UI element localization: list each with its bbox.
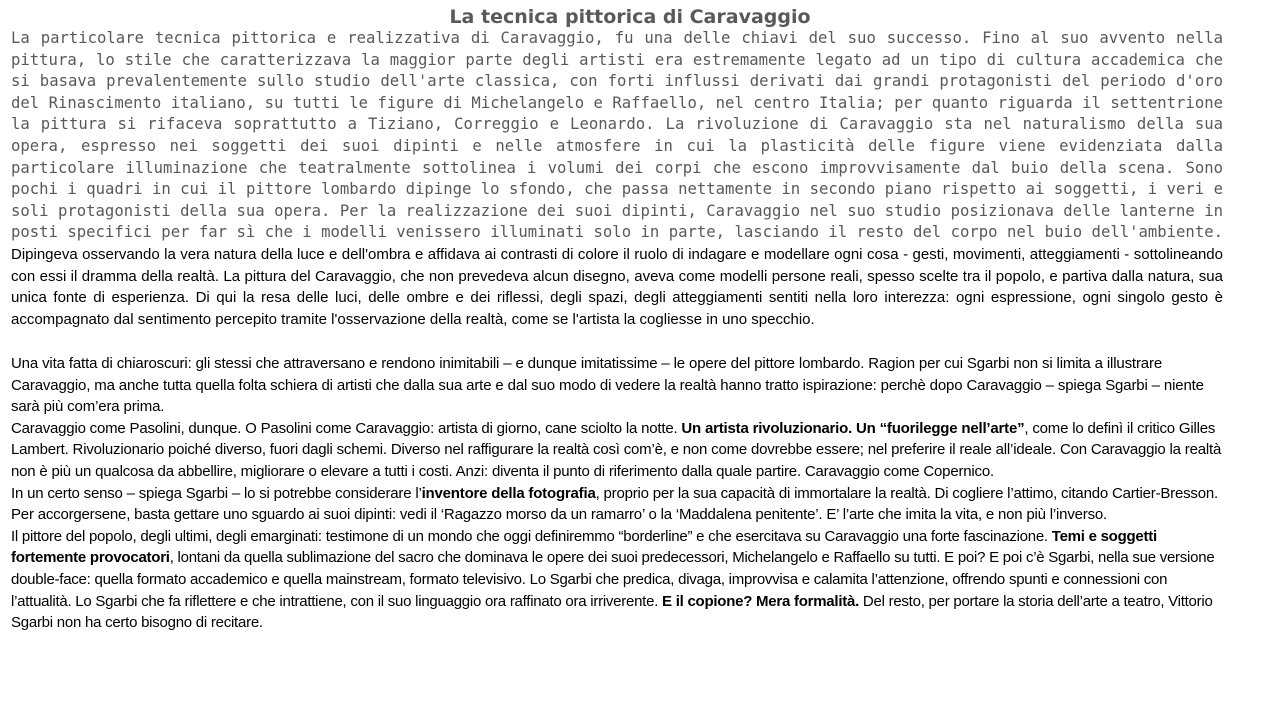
- intro-paragraph: [11, 28, 1223, 330]
- paragraph-fotografia-text-b: , proprio per la sua capacità di immortalare la realtà. Di cogliere l’attimo, citando Cartier-Bresson. Per accorgersene, basta gettare uno sguardo ai suoi dipinti: vedi il ‘Ragazzo morso da un ramarro’ o la ‘Maddalena penitente’. E’ l’arte che imita la vita, e non più l’inverso.: [11, 484, 1218, 524]
- paragraph-pasolini: [11, 418, 1226, 483]
- intro-black-text: Dipingeva osservando la vera natura della luce e dell'ombra e affidava ai contrasti di colore il ruolo di indagare e modellare ogni cosa - gesti, movimenti, atteggiamenti - sottolineando con essi il dramma della realtà. La pittura del Caravaggio, che non prevedeva alcun disegno, aveva come modelli persone reali, spesso scelte tra il popolo, e partiva dalla natura, sua unica fonte di esperienza. Di qui la resa delle luci, delle ombre e dei riflessi, degli spazi, degli atteggiamenti sentiti nella loro interezza: ogni espressione, ogni singolo gesto è accompagnato dal sentimento percepito tramite l'osservazione della realtà, come se l'artista la cogliesse in uno specchio.: [11, 245, 1223, 328]
- paragraph-fotografia-bold: inventore della fotografia: [421, 484, 596, 502]
- slide-title: La tecnica pittorica di Caravaggio: [449, 6, 811, 28]
- paragraph-chiaroscuri: [11, 353, 1226, 418]
- paragraph-popolo-text-c: Del resto, per portare la storia dell’arte a teatro, Vittorio Sgarbi non ha certo bisogno di recitare.: [11, 592, 1213, 632]
- paragraph-pasolini-text-b: , come lo definì il critico Gilles Lambert. Rivoluzionario poiché diverso, fuori dagli schemi. Diverso nel raffigurare la realtà così com’è, e non come dovrebbe essere; nel preferire il reale all’ideale. Con Caravaggio la realtà non è più un qualcosa da abbellire, migliorare o elevare a tutti i costi. Anzi: diventa il punto di riferimento dalla quale partire. Caravaggio come Copernico.: [11, 419, 1222, 480]
- paragraph-pasolini-bold: Un artista rivoluzionario. Un “fuorilegge nell’arte”: [681, 419, 1025, 437]
- paragraph-popolo-text-b: , lontani da quella sublimazione del sacro che dominava le opere dei suoi predecessori, Michelangelo e Raffaello su tutti. E poi? E poi c’è Sgarbi, nella sue versione double-face: quella formato accademico e quella mainstream, formato televisivo. Lo Sgarbi che predica, divaga, improvvisa e calamita l’attenzione, offrendo spunti e connessioni con l’attualità. Lo Sgarbi che fa riflettere e che intrattiene, con il suo linguaggio ora raffinato ora irriverente.: [11, 549, 1215, 610]
- paragraph-popolo: [11, 526, 1226, 634]
- paragraph-popolo-bold-2: E il copione? Mera formalità.: [662, 592, 859, 610]
- paragraph-pasolini-text-a: Caravaggio come Pasolini, dunque. O Pasolini come Caravaggio: artista di giorno, cane sciolto la notte.: [11, 419, 682, 437]
- paragraph-fotografia-text-a: In un certo senso – spiega Sgarbi – lo si potrebbe considerare l’: [11, 484, 422, 502]
- paragraph-popolo-bold-1: Temi e soggetti fortemente provocatori: [11, 527, 1157, 567]
- body-text-block: [11, 353, 1226, 634]
- paragraph-popolo-text-a: Il pittore del popolo, degli ultimi, degli emarginati: testimone di un mondo che oggi definiremmo “borderline” e che esercitava su Caravaggio una forte fascinazione.: [11, 527, 1052, 545]
- paragraph-fotografia: [11, 483, 1226, 526]
- intro-gray-text: La particolare tecnica pittorica e realizzativa di Caravaggio, fu una delle chiavi del suo successo. Fino al suo avvento nella pittura, lo stile che caratterizzava la maggior parte degli artisti era estremamente legato ad un tipo di cultura accademica che si basava prevalentemente sullo studio dell'arte classica, con forti influssi derivati dai grandi protagonisti del periodo d'oro del Rinascimento italiano, su tutti le figure di Michelangelo e Raffaello, nel centro Italia; per quanto riguarda il settentrione la pittura si rifaceva soprattutto a Tiziano, Correggio e Leonardo. La rivoluzione di Caravaggio sta nel naturalismo della sua opera, espresso nei soggetti dei suoi dipinti e nelle atmosfere in cui la plasticità delle figure viene evidenziata dalla particolare illuminazione che teatralmente sottolinea i volumi dei corpi che escono improvvisamente dal buio della scena. Sono pochi i quadri in cui il pittore lombardo dipinge lo sfondo, che passa nettamente in secondo piano rispetto ai soggetti, i veri e soli protagonisti della sua opera. Per la realizzazione dei suoi dipinti, Caravaggio nel suo studio posizionava delle lanterne in posti specifici per far sì che i modelli venissero illuminati solo in parte, lasciando il resto del corpo nel buio dell'ambiente.: [11, 29, 1223, 242]
- paragraph-chiaroscuri-text: Una vita fatta di chiaroscuri: gli stessi che attraversano e rendono inimitabili – e dunque imitatissime – le opere del pittore lombardo. Ragion per cui Sgarbi non si limita a illustrare Caravaggio, ma anche tutta quella folta schiera di artisti che dalla sua arte e dal suo modo di vedere la realtà hanno tratto ispirazione: perchè dopo Caravaggio – spiega Sgarbi – niente sarà più com’era prima.: [11, 355, 1204, 416]
